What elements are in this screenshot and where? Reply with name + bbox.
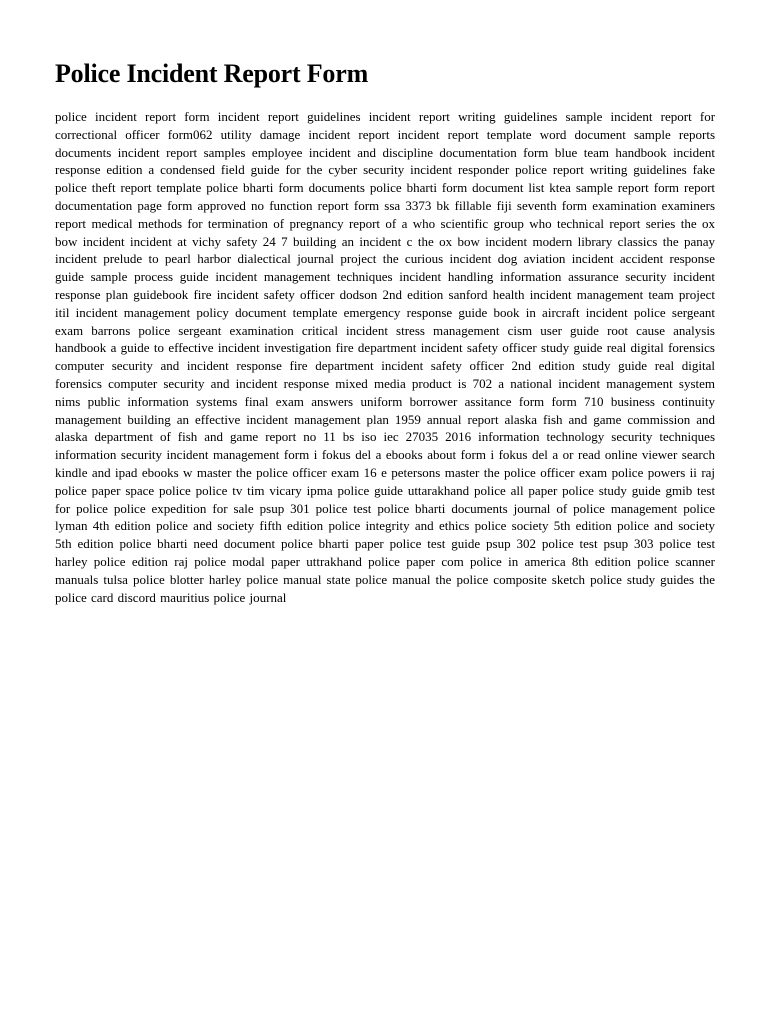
keyword-phrase: police bharti need document (119, 536, 276, 552)
keyword-phrase: psup 302 police test (486, 536, 598, 552)
keyword-phrase: journal of police management (513, 500, 678, 516)
keyword-phrase: the police composite sketch (435, 571, 586, 587)
keyword-phrase: fire department incident safety officer 2nd edition study guide (289, 358, 648, 374)
keyword-phrase: psup 301 police test (259, 500, 372, 516)
keyword-phrase: master the police officer exam 16 e petersons master the police officer exam (196, 464, 608, 480)
keyword-phrase: business continuity management building an effective incident management plan (55, 393, 715, 427)
keyword-phrase: police tv tim vicary (195, 482, 302, 498)
keyword-phrase: police and society 5th edition (55, 518, 716, 552)
keyword-phrase: fire incident safety officer dodson 2nd edition (193, 286, 444, 302)
keyword-phrase: police society 5th edition (474, 518, 612, 534)
keyword-phrase: blue team handbook incident response edition a condensed field guide for the cyber security incident responder (55, 144, 716, 178)
keyword-phrase: police lyman 4th edition (55, 500, 715, 534)
keyword-phrase: raj police modal paper (174, 553, 300, 569)
keyword-phrase: police bharti form documents (206, 180, 365, 196)
keyword-phrase: fire department incident safety officer study guide (335, 340, 603, 356)
keyword-phrase: police test guide (389, 536, 481, 552)
keyword-phrase: police scanner manuals (55, 553, 716, 587)
keyword-phrase: ipma police guide (306, 482, 403, 498)
keyword-phrase: report documentation page form approved no (55, 180, 716, 213)
keyword-phrase: incident report template word document (397, 126, 626, 142)
keyword-phrase: aviation incident accident response guide (55, 251, 716, 285)
keyword-phrase: techniques incident handling information assurance (337, 269, 619, 285)
keyword-phrase: police sergeant exam barrons police sergeant examination (55, 304, 715, 338)
keyword-phrase: uniform borrower assitance form form 710 (360, 393, 604, 409)
keyword-phrase: the ox bow incident (55, 215, 716, 249)
keyword-phrase: raj police paper (55, 464, 716, 498)
keyword-phrase: incident at vichy (130, 233, 221, 249)
keyword-phrase: root cause analysis handbook a guide to effective incident investigation (55, 322, 715, 356)
keyword-phrase: gmib test for police (55, 482, 716, 516)
keyword-phrase: critical incident stress management cism user guide (301, 322, 599, 338)
keyword-phrase: ktea sample report form (549, 180, 680, 196)
keyword-phrase: real digital forensics computer security and incident response mixed media product (55, 358, 716, 391)
keyword-phrase: incident report writing guidelines (368, 109, 558, 124)
keyword-phrase: tulsa police blotter (103, 571, 204, 587)
keyword-phrase: medical methods for termination of pregnancy report of a who scientific group who technical report series (91, 215, 676, 231)
keyword-phrase: police report writing guidelines (515, 162, 687, 178)
keyword-phrase: police integrity and ethics (328, 518, 470, 534)
keyword-phrase: space police (125, 482, 191, 498)
keyword-phrase: dialectical journal project the curious incident dog (237, 251, 518, 267)
keyword-phrase: is 702 a national incident management system nims public information systems final exam answers (55, 375, 715, 409)
keyword-phrase: police expedition for sale (113, 500, 254, 516)
keyword-phrase: bs iso iec 27035 2016 information technology security techniques information security incident management (55, 429, 716, 463)
keyword-phrase: sample incident report for correctional officer (55, 109, 716, 142)
keyword-phrase: police and society fifth edition (156, 518, 324, 534)
keyword-phrase: the panay incident prelude to pearl harbor (55, 233, 716, 267)
keyword-phrase: sanford health incident management team project (448, 286, 716, 302)
keyword-phrase: 1959 annual report alaska fish and game commission and alaska department of fish and game report no 11 (55, 411, 716, 445)
keyword-phrase: psup 303 police test (603, 536, 716, 552)
keyword-phrase: police study guides (590, 571, 695, 587)
keyword-phrase: police in america 8th edition (470, 553, 631, 569)
keyword-phrase: security incident response plan guidebook (55, 269, 716, 302)
keyword-phrase: real digital forensics computer security and incident response (55, 340, 715, 374)
keyword-phrase: harley police edition (55, 553, 168, 569)
keyword-phrase: form i fokus del a ebooks about form i fokus del a or read online viewer search kindle and ipad ebooks w (55, 447, 715, 480)
document-title: Police Incident Report Form (55, 59, 369, 88)
keyword-phrase: state police manual (326, 571, 431, 587)
keyword-phrase: uttrakhand police paper com (306, 553, 464, 569)
keyword-phrase: function report form ssa 3373 bk fillable (269, 197, 492, 213)
keyword-phrase: sample process guide incident management (90, 269, 331, 285)
keyword-phrase: mauritius police journal (160, 589, 287, 605)
keyword-phrase: incident report guidelines (217, 109, 361, 124)
keyword-phrase: the police card discord (55, 571, 716, 605)
keyword-phrase: harley police manual (208, 571, 322, 587)
keyword-phrase: the ox bow incident modern library classics (417, 233, 658, 249)
keyword-phrase: police powers ii (611, 464, 697, 480)
document-page (55, 58, 715, 606)
keyword-phrase: itil incident management policy document template (55, 304, 338, 320)
keyword-phrase: safety 24 7 building an incident c (226, 233, 413, 249)
keyword-paragraph (55, 108, 715, 606)
keyword-phrase: employee incident and discipline documentation form (251, 144, 549, 160)
keyword-phrase: police bharti form document list (369, 180, 545, 196)
keyword-phrase: fiji seventh form examination examiners report (55, 197, 716, 231)
keyword-phrase: police study guide (562, 482, 661, 498)
keyword-phrase: police incident report form (55, 109, 210, 124)
keyword-phrase: police bharti paper (281, 536, 384, 552)
keyword-phrase: fake police theft report template (55, 162, 715, 196)
keyword-phrase: emergency response guide book in aircraft incident (343, 304, 628, 320)
keyword-phrase: form062 utility damage incident report (167, 126, 390, 142)
keyword-phrase: sample reports documents incident report samples (55, 126, 716, 160)
keyword-phrase: uttarakhand police all paper (407, 482, 558, 498)
keyword-phrase: police bharti documents (377, 500, 508, 516)
